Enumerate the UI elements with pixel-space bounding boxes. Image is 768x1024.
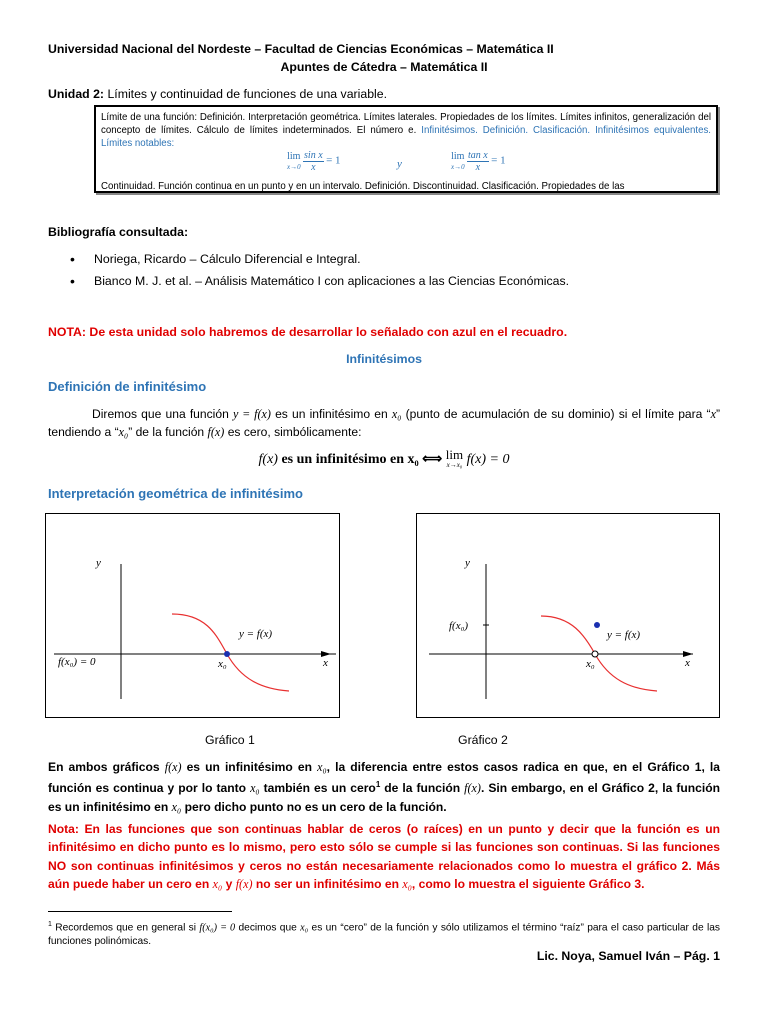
definition-formula (0, 447, 768, 470)
curve-label: y = f(x) (239, 628, 273, 640)
text: (punto de acumulación de su dominio) si el límite para “ (401, 407, 711, 421)
limit-sin (287, 150, 341, 173)
math: f(x₀) = 0 (199, 922, 236, 934)
lim-subscript: x→0 (451, 162, 465, 171)
graph-2-caption: Gráfico 2 (458, 733, 508, 747)
footnote (48, 918, 720, 949)
text: es un “cero” de la función y sólo utilizamos el término “raíz” para el caso particular de las funciones polinómicas. (48, 922, 720, 948)
note-scope: NOTA: De esta unidad solo habremos de desarrollar lo señalado con azul en el recuadro. (48, 325, 568, 339)
graph-2 (416, 513, 720, 718)
text: es un infinitésimo en (270, 407, 392, 421)
math: y = f(x) (232, 407, 271, 421)
unit-title: Límites y continuidad de funciones de una variable. (104, 87, 388, 101)
x-axis-label: x (323, 657, 328, 669)
syllabus-blue-text: Infinitésimos. Definición. Clasificación. Infinitésimos equivalentes. Límites notables: (101, 125, 712, 149)
y-axis-label: y (96, 557, 101, 569)
conjunction: y (397, 158, 402, 170)
syllabus-box (94, 105, 718, 193)
text: . Sin embargo, en el Gráfico 2, la función es un infinitésimo en (48, 781, 720, 814)
hole-point (592, 651, 598, 657)
text: ” tendiendo a “ (48, 407, 720, 440)
fx0-label: f(x₀) (449, 620, 469, 632)
text: pero dicho punto no es un cero de la función. (181, 799, 447, 814)
function-curve (172, 614, 289, 691)
text: decimos que (235, 922, 301, 934)
text: En ambos gráficos (48, 760, 165, 774)
math: x₀ (171, 799, 182, 814)
syllabus-black-text: Límite de una función: Definición. Interpretación geométrica. Límites laterales. Propiedades de los límites. Límites infinitos, generalización del concepto de límites. Cálculo de límites indeterminados. El número e. (101, 112, 711, 136)
fraction-numerator: sin x (304, 150, 323, 161)
graph-1 (45, 513, 340, 718)
geometric-heading: Interpretación geométrica de infinitésimo (48, 486, 303, 501)
limit-tan (451, 150, 506, 173)
graph-1-caption: Gráfico 1 (205, 733, 255, 747)
lim-subscript: x→0 (287, 162, 301, 171)
bibliography-item: • Bianco M. J. et al. – Análisis Matemático I con aplicaciones a las Ciencias Económicas. (48, 270, 738, 292)
comparison-paragraph (48, 758, 720, 816)
x0-label: x₀ (218, 658, 227, 670)
fx0-point (594, 622, 600, 628)
text: Recordemos que en general si (51, 922, 200, 934)
section-title: Infinitésimos (346, 352, 422, 366)
notable-limits (101, 150, 711, 180)
limit-equals: = 1 (326, 154, 341, 167)
bibliography-item: • Noriega, Ricardo – Cálculo Diferencial e Integral. (48, 248, 738, 270)
bibliography-list (48, 248, 738, 292)
definition-paragraph (48, 405, 720, 442)
text: ” de la función (128, 425, 208, 440)
formula-middle: es un infinitésimo en x₀ ⟺ (277, 452, 446, 468)
header-institution: Universidad Nacional del Nordeste – Facultad de Ciencias Económicas – Matemática II (48, 42, 554, 56)
formula-right: f(x) = 0 (466, 452, 510, 468)
definition-heading: Definición de infinitésimo (48, 379, 207, 394)
y-axis-label: y (465, 557, 470, 569)
limit-equals: = 1 (491, 154, 506, 167)
math: x (710, 407, 716, 421)
math: x₀ (212, 877, 223, 892)
math: x₀ (118, 425, 129, 440)
math: f(x) (207, 425, 225, 440)
text: es cero, simbólicamente: (224, 425, 362, 440)
text: , como lo muestra el siguiente Gráfico 3. (411, 877, 645, 892)
math: x₀ (317, 760, 327, 774)
math: f(x) (164, 760, 182, 774)
footnote-number: 1 (48, 921, 52, 928)
lim-word: lim (445, 447, 464, 462)
math: x₀ (402, 877, 412, 892)
curve-label: y = f(x) (607, 629, 641, 641)
text: es un infinitésimo en (181, 760, 318, 774)
syllabus-continuity-text: Continuidad. Función continua en un punto y en un intervalo. Definición. Discontinuidad. Clasificación. Propiedades de las (101, 181, 625, 192)
text: y (222, 877, 236, 892)
origin-value-label: f(x₀) = 0 (58, 656, 96, 668)
unit-label: Unidad 2: (48, 87, 105, 101)
math: f(x) (464, 781, 481, 796)
formula-left: f(x) (258, 452, 278, 468)
fraction-denominator: x (475, 162, 481, 173)
lim-subscript: x→x₀ (446, 461, 463, 469)
lim-word: lim (451, 150, 465, 162)
math: x₀ (250, 781, 260, 796)
unit-heading (48, 87, 387, 101)
graph-1-svg (46, 514, 339, 717)
x0-label: x₀ (586, 658, 595, 670)
math: x₀ (300, 922, 309, 934)
graph-2-svg (417, 514, 719, 717)
syllabus-text (101, 111, 711, 150)
text: Diremos que una función (92, 407, 233, 421)
math: x₀ (391, 407, 402, 421)
note-continuity (48, 820, 720, 894)
lim-word: lim (287, 150, 301, 162)
header-subtitle: Apuntes de Cátedra – Matemática II (280, 60, 488, 74)
x-axis-label: x (685, 657, 690, 669)
text: de la función (380, 781, 465, 796)
footnote-separator (48, 911, 232, 912)
bibliography-title: Bibliografía consultada: (48, 225, 189, 239)
fraction-denominator: x (311, 162, 316, 173)
zero-point (224, 651, 230, 657)
page-footer: Lic. Noya, Samuel Iván – Pág. 1 (536, 949, 720, 963)
footnote-ref[interactable]: 1 (375, 780, 381, 790)
math: f(x) (235, 877, 253, 892)
text: Nota: En las funciones que son continuas hablar de ceros (o raíces) en un punto y decir que la función es un infinitésimo en dicho punto es lo mismo, pero esto sólo se cumple si las funciones son continuas. Si las funciones NO son continuas infinitésimos y ceros no están necesariamente relacionados como lo muestra el gráfico 2. Más aún puede haber un cero en (48, 822, 720, 892)
text: no ser un infinitésimo en (252, 877, 403, 892)
fraction-numerator: tan x (468, 150, 488, 161)
text: , la diferencia entre estos casos radica en que, en el Gráfico 1, la función es continua y por lo tanto (48, 760, 720, 796)
text: también es un cero (259, 781, 376, 796)
